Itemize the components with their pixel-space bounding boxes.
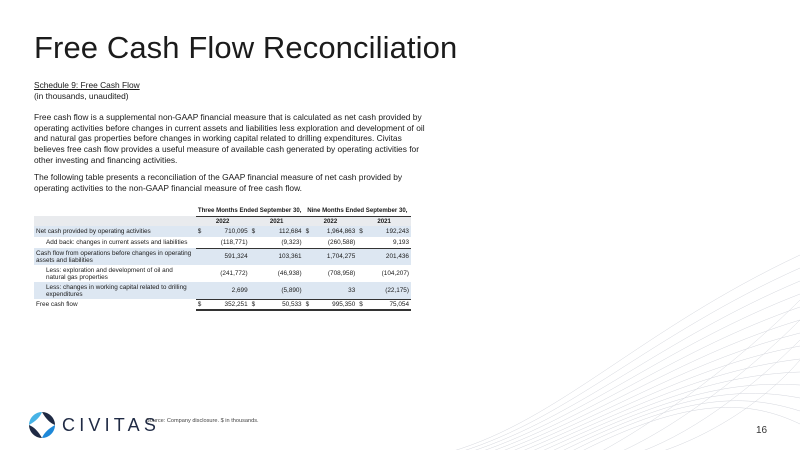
currency-sign: $ [357,226,367,237]
row-label: Less: exploration and development of oil and natural gas properties [46,266,173,281]
year-header: 2022 [196,216,250,226]
header-blank [34,206,196,216]
year-header: 2022 [304,216,358,226]
table-row [34,237,411,248]
currency-sign: $ [196,226,206,237]
year-header: 2021 [250,216,304,226]
table-row [34,248,411,265]
free-cash-flow-table [34,206,411,311]
row-label: Add back: changes in current assets and liabilities [46,239,188,246]
cell-value: (708,958) [327,270,356,277]
cell-value: 591,324 [206,248,250,265]
cell-value: 9,193 [367,237,411,248]
logo-wordmark: CIVITAS [62,415,161,435]
civitas-logo [28,411,218,439]
currency-sign: $ [196,299,206,310]
cell-value: (104,207) [381,270,409,277]
schedule-label: Schedule 9: Free Cash Flow [34,80,140,90]
cell-value: 2,699 [206,282,250,299]
table-row [34,226,411,237]
page-number: 16 [756,425,768,436]
cell-value: 75,054 [367,299,411,310]
cell-value: 352,251 [206,299,250,310]
slide-title: Free Cash Flow Reconciliation [34,30,458,65]
cell-value: 1,964,863 [314,226,358,237]
table-group-header-row [34,206,411,216]
cell-value: 201,436 [367,248,411,265]
group-header-three-months: Three Months Ended September 30, [196,206,304,216]
row-label: Net cash provided by operating activities [34,226,196,237]
currency-sign: $ [250,299,260,310]
table-year-header-row [34,216,411,226]
table-intro-paragraph: The following table presents a reconciliation of the GAAP financial measure of net cash provided by operating activities to the non-GAAP financial measure of free cash flow. [34,172,403,193]
row-label: Cash flow from operations before changes in operating assets and liabilities [34,248,196,265]
cell-value: 192,243 [367,226,411,237]
table-row [34,282,411,299]
source-note: Source: Company disclosure. $ in thousands. [146,418,259,424]
row-label: Free cash flow [36,301,78,308]
group-header-nine-months: Nine Months Ended September 30, [304,206,411,216]
civitas-logo-mark-icon [28,411,56,439]
currency-sign: $ [357,299,367,310]
cell-value: 33 [314,282,358,299]
cell-value: (241,772) [220,270,248,277]
year-blank [34,216,196,226]
cell-value: 112,684 [260,226,304,237]
cell-value: (22,175) [367,282,411,299]
description-paragraph: Free cash flow is a supplemental non-GAAP financial measure that is calculated as net cash provided by operating activities before changes in current assets and liabilities less exploration and development of oil and natural gas properties before changes in working capital related to drilling expenditures. Civitas believes free cash flow provides a useful measure of available cash generated by operating activities for other investing and financing activities. [34,112,425,165]
cell-value: (9,323) [260,237,304,248]
row-label: Less: changes in working capital related to drilling expenditures [34,282,196,299]
cell-value: (260,588) [314,237,358,248]
table-row [34,299,411,310]
cell-value: 710,095 [206,226,250,237]
cell-value: 995,350 [314,299,358,310]
cell-value: 103,361 [260,248,304,265]
currency-sign: $ [250,226,260,237]
cell-value: (46,938) [277,270,302,277]
cell-value: (5,890) [260,282,304,299]
cell-value: 50,533 [260,299,304,310]
currency-sign: $ [304,299,314,310]
cell-value: 1,704,275 [314,248,358,265]
table-row [34,265,411,282]
year-header: 2021 [357,216,411,226]
currency-sign: $ [304,226,314,237]
cell-value: (118,771) [206,237,250,248]
units-note: (in thousands, unaudited) [34,91,129,101]
